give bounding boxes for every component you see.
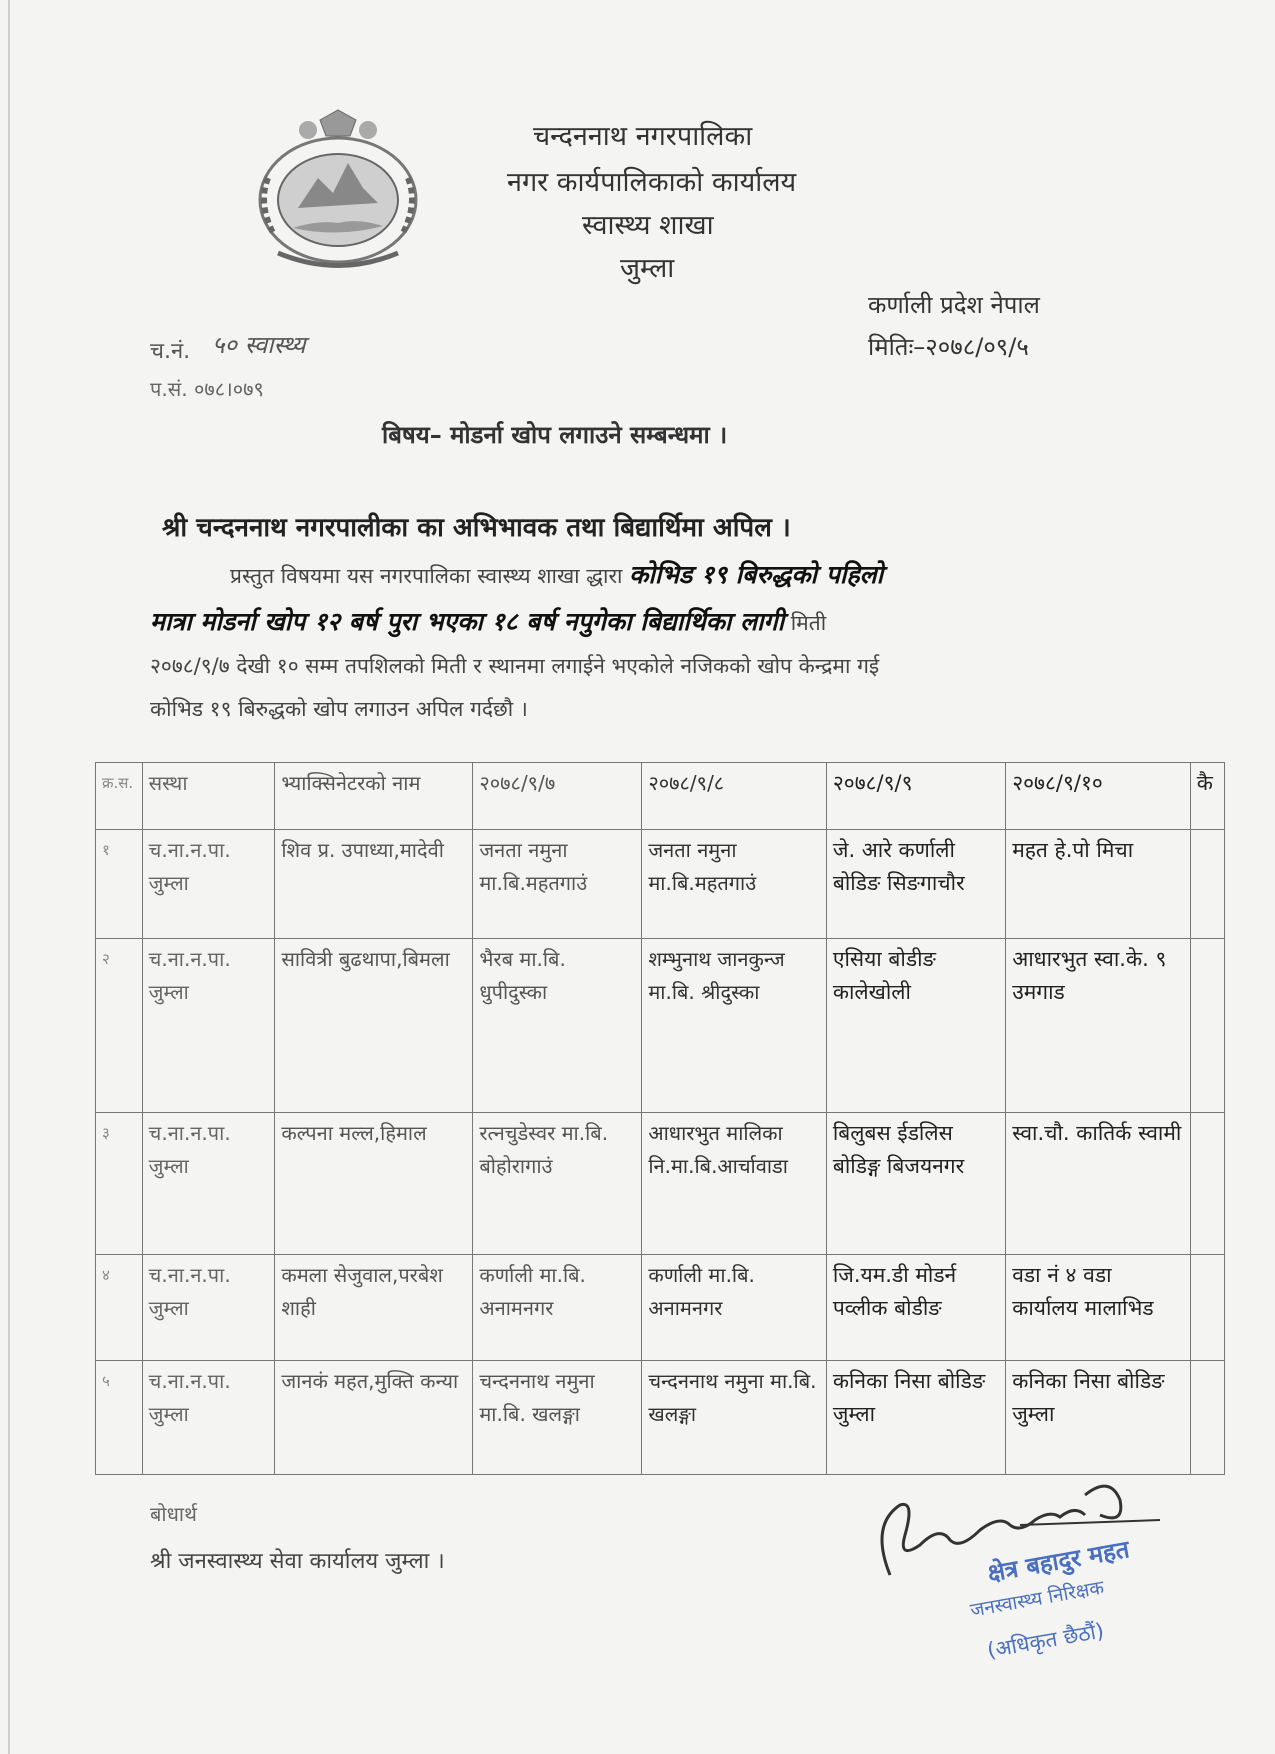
table-cell: कनिका निसा बोडिङ जुम्ला xyxy=(1006,1361,1191,1475)
table-cell: च.ना.न.पा. जुम्ला xyxy=(142,1361,275,1475)
table-cell: कल्पना मल्ल,हिमाल xyxy=(275,1113,473,1255)
table-cell: शम्भुनाथ जानकुन्ज मा.बि. श्रीदुस्का xyxy=(642,939,827,1113)
table-row xyxy=(96,1113,1225,1255)
table-cell: चन्दननाथ नमुना मा.बि. खलङ्गा xyxy=(473,1361,642,1475)
table-cell: जे. आरे कर्णाली बोडिङ सिङगाचौर xyxy=(826,830,1005,939)
col-serial: क्र.स. xyxy=(96,763,143,830)
table-cell: कर्णाली मा.बि. अनामनगर xyxy=(473,1255,642,1361)
table-row xyxy=(96,1361,1225,1475)
stamp-officer-grade: (अधिकृत छैठौं) xyxy=(985,1618,1106,1663)
col-organization: सस्था xyxy=(142,763,275,830)
col-date-1: २०७८/९/७ xyxy=(473,763,642,830)
table-cell: च.ना.न.पा. जुम्ला xyxy=(142,830,275,939)
table-cell: ३ xyxy=(96,1113,143,1255)
col-date-3: २०७८/९/९ xyxy=(826,763,1005,830)
body-line-4: कोभिड १९ बिरुद्धको खोप लगाउन अपिल गर्दछौ । xyxy=(150,697,528,721)
branch-name: स्वास्थ्य शाखा xyxy=(582,210,714,241)
page-edge-line xyxy=(8,0,10,1754)
cc-label: बोधार्थ xyxy=(150,1502,197,1526)
table-cell: कमला सेजुवाल,परबेश शाही xyxy=(275,1255,473,1361)
cc-recipient: श्री जनस्वास्थ्य सेवा कार्यालय जुम्ला । xyxy=(150,1549,445,1574)
body-line-3: २०७८/९/७ देखी १० सम्म तपशिलको मिती र स्थानमा लगाईने भएकोले नजिकको खोप केन्द्रमा गई xyxy=(150,654,880,678)
table-cell: च.ना.न.पा. जुम्ला xyxy=(142,1255,275,1361)
table-cell xyxy=(1190,1113,1224,1255)
stamp-officer-name: क्षेत्र बहादुर महत xyxy=(985,1535,1132,1588)
table-cell: कर्णाली मा.बि. अनामनगर xyxy=(642,1255,827,1361)
table-cell: कनिका निसा बोडिङ जुम्ला xyxy=(826,1361,1005,1475)
table-cell: स्वा.चौ. कातिर्क स्वामी xyxy=(1006,1113,1191,1255)
body-line-1: प्रस्तुत विषयमा यस नगरपालिका स्वास्थ्य शाखा द्धारा कोभिड १९ बिरुद्धको पहिलो xyxy=(230,560,884,589)
table-header-row xyxy=(96,763,1225,830)
table-cell: भैरब मा.बि. धुपीदुस्का xyxy=(473,939,642,1113)
table-cell xyxy=(1190,1361,1224,1475)
table-cell xyxy=(1190,939,1224,1113)
table-cell xyxy=(1190,830,1224,939)
table-cell: जि.यम.डी मोडर्न पव्लीक बोडीङ xyxy=(826,1255,1005,1361)
table-cell: चन्दननाथ नमुना मा.बि. खलङ्गा xyxy=(642,1361,827,1475)
stamp-officer-role: जनस्वास्थ्य निरिक्षक xyxy=(968,1576,1106,1622)
table-cell: आधारभुत स्वा.के. ९ उमगाड xyxy=(1006,939,1191,1113)
office-name: चन्दननाथ नगरपालिका xyxy=(533,121,753,152)
letter-date: मितिः–२०७८/०९/५ xyxy=(868,333,1029,361)
table-row xyxy=(96,1255,1225,1361)
col-date-4: २०७८/९/१० xyxy=(1006,763,1191,830)
office-subname: नगर कार्यपालिकाको कार्यालय xyxy=(507,167,797,198)
table-row xyxy=(96,939,1225,1113)
table-cell: शिव प्र. उपाध्या,मादेवी xyxy=(275,830,473,939)
fiscal-year-ref: प.सं. ०७८।०७९ xyxy=(150,377,264,401)
table-cell: ५ xyxy=(96,1361,143,1475)
dispatch-number-label: च.नं. xyxy=(150,339,191,364)
table-cell: जनता नमुना मा.बि.महतगाउं xyxy=(642,830,827,939)
table-cell: जनता नमुना मा.बि.महतगाउं xyxy=(473,830,642,939)
col-remarks: कै xyxy=(1190,763,1224,830)
table-cell xyxy=(1190,1255,1224,1361)
table-cell: जानकं महत,मुक्ति कन्या xyxy=(275,1361,473,1475)
table-cell: सावित्री बुढथापा,बिमला xyxy=(275,939,473,1113)
table-cell: एसिया बोडीङ कालेखोली xyxy=(826,939,1005,1113)
district-name: जुम्ला xyxy=(620,253,675,284)
table-cell: महत हे.पो मिचा xyxy=(1006,830,1191,939)
vaccination-schedule-table xyxy=(95,762,1225,1475)
table-cell: च.ना.न.पा. जुम्ला xyxy=(142,939,275,1113)
table-cell: रत्नचुडेस्वर मा.बि. बोहोरागाउं xyxy=(473,1113,642,1255)
table-cell: वडा नं ४ वडा कार्यालय मालाभिड xyxy=(1006,1255,1191,1361)
table-cell: २ xyxy=(96,939,143,1113)
table-cell: ४ xyxy=(96,1255,143,1361)
province-name: कर्णाली प्रदेश नेपाल xyxy=(868,291,1040,319)
table-cell: च.ना.न.पा. जुम्ला xyxy=(142,1113,275,1255)
table-cell: आधारभुत मालिका नि.मा.बि.आर्चावाडा xyxy=(642,1113,827,1255)
salutation: श्री चन्दननाथ नगरपालीका का अभिभावक तथा बिद्यार्थिमा अपिल । xyxy=(162,513,791,543)
table-cell: बिलुबस ईडलिस बोडिङ्ग बिजयनगर xyxy=(826,1113,1005,1255)
subject-line: बिषय– मोडर्ना खोप लगाउने सम्बन्धमा । xyxy=(382,421,728,449)
body-line-2: मात्रा मोडर्ना खोप १२ बर्ष पुरा भएका १८ बर्ष नपुगेका बिद्यार्थिका लागी मिती xyxy=(150,607,827,636)
dispatch-number-handwritten: ५० स्वास्थ्य xyxy=(212,331,306,359)
government-emblem xyxy=(238,108,438,278)
col-vaccinator: भ्याक्सिनेटरको नाम xyxy=(275,763,473,830)
table-cell: १ xyxy=(96,830,143,939)
table-row xyxy=(96,830,1225,939)
col-date-2: २०७८/९/८ xyxy=(642,763,827,830)
